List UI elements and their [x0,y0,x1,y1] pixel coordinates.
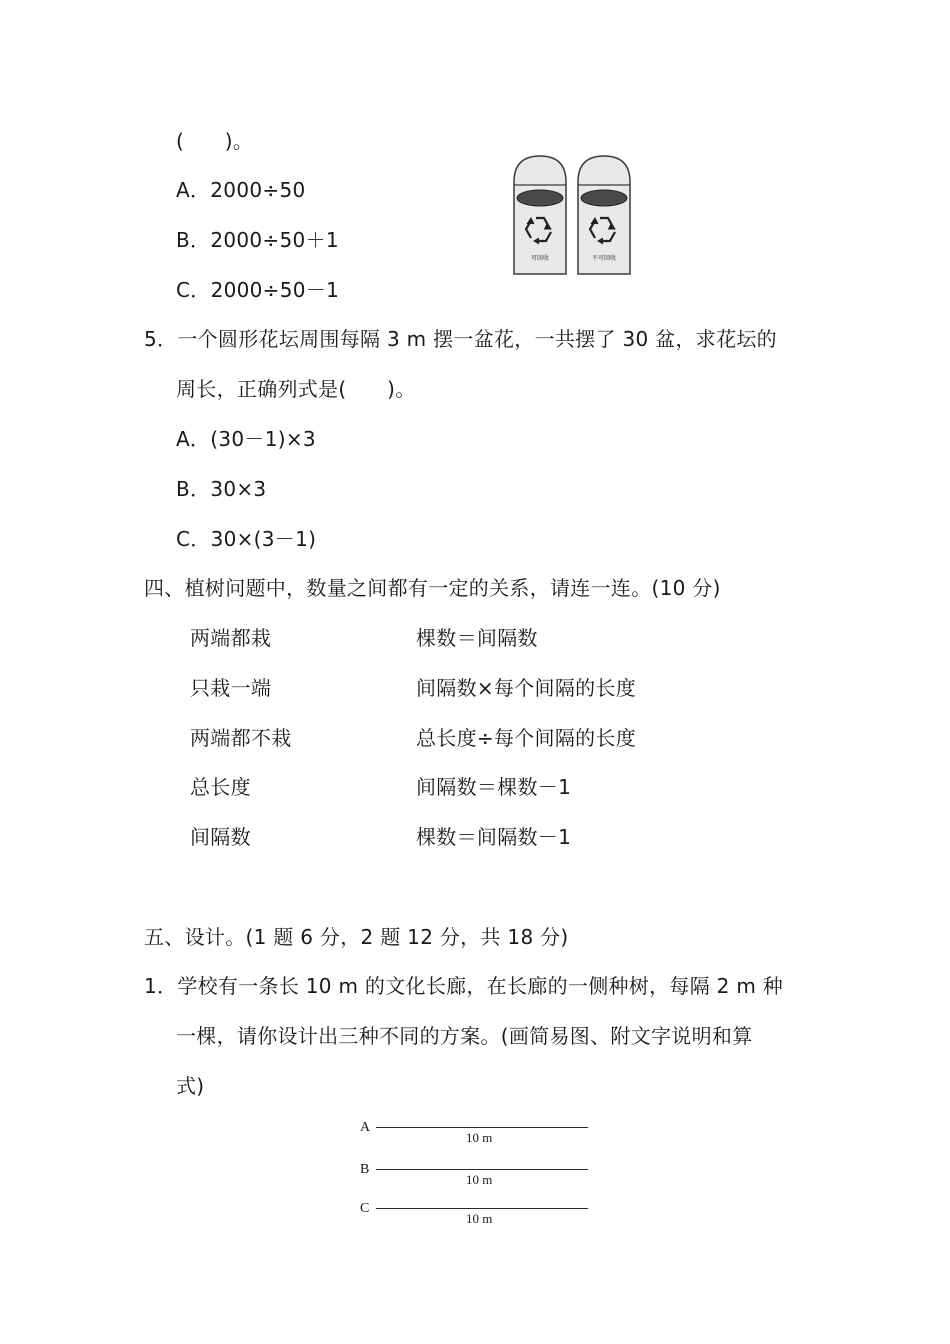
q5-option-b: B．30×3 [176,477,267,501]
s5-q1-line2: 一棵，请你设计出三种不同的方案。(画简易图、附文字说明和算 [176,1024,753,1048]
segment-line[interactable] [376,1127,588,1128]
segment-label: C [360,1201,370,1216]
match-left-item[interactable]: 两端都栽 [190,626,272,650]
match-left-item[interactable]: 只栽一端 [190,676,272,700]
q5-option-c: C．30×(3－1) [176,527,317,551]
match-right-item[interactable]: 棵数＝间隔数－1 [416,825,572,849]
recyclable-bin [514,156,566,274]
match-left-item[interactable]: 间隔数 [190,825,251,849]
q4-option-c: C．2000÷50－1 [176,278,340,302]
segment-length: 10 m [466,1211,493,1226]
non-recyclable-label: 不可回收 [591,255,617,262]
section4-title: 四、植树问题中，数量之间都有一定的关系，请连一连。(10 分) [144,576,721,600]
section5-title: 五、设计。(1 题 6 分，2 题 12 分，共 18 分) [144,925,569,949]
segment-label: B [360,1162,370,1177]
q5-stem-line1: 5．一个圆形花坛周围每隔 3 m 摆一盆花，一共摆了 30 盆，求花坛的 [144,327,777,351]
q5-stem-line2: 周长，正确列式是( )。 [176,377,416,401]
s5-q1-line3: 式) [176,1074,205,1098]
q5-option-a: A．(30－1)×3 [176,427,316,451]
recyclable-label: 可回收 [530,255,550,262]
non-recyclable-bin [578,156,630,274]
segment-label: A [360,1120,371,1135]
match-left-item[interactable]: 总长度 [190,775,251,799]
s5-q1-line1: 1．学校有一条长 10 m 的文化长廊，在长廊的一侧种树，每隔 2 m 种 [144,974,784,998]
q4-option-a: A．2000÷50 [176,178,306,202]
segment-line[interactable] [376,1208,588,1209]
match-left-item[interactable]: 两端都不栽 [190,726,292,750]
segment-length: 10 m [466,1172,493,1187]
recycling-bins-illustration [510,154,636,276]
match-right-item[interactable]: 棵数＝间隔数 [416,626,538,650]
q4-stem-tail: ( )。 [176,129,254,153]
segment-length: 10 m [466,1130,493,1145]
match-right-item[interactable]: 总长度÷每个间隔的长度 [416,726,637,750]
match-right-item[interactable]: 间隔数×每个间隔的长度 [416,676,637,700]
segment-line[interactable] [376,1169,588,1170]
match-right-item[interactable]: 间隔数＝棵数－1 [416,775,572,799]
q4-option-b: B．2000÷50＋1 [176,228,339,252]
